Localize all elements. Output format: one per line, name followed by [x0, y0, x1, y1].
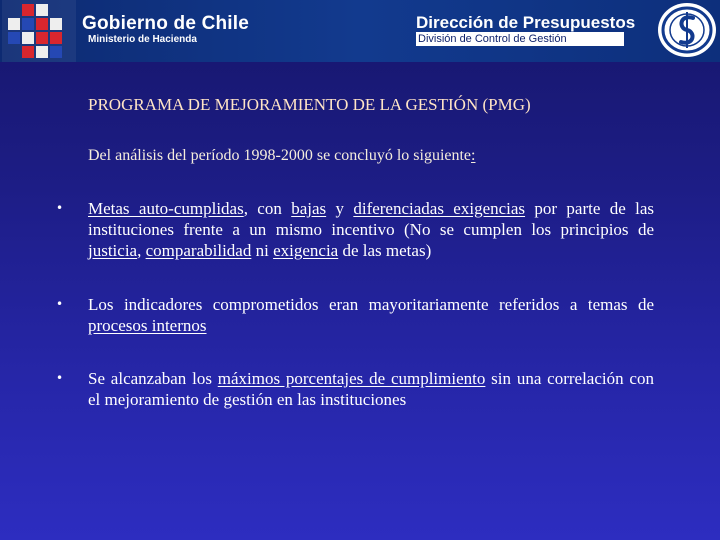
budget-office-seal-icon	[650, 0, 720, 60]
bullet1-span: exigencia	[273, 241, 339, 260]
intro-colon: :	[471, 147, 476, 164]
bullet-marker: •	[56, 201, 64, 215]
bullet1-span: comparabilidad	[145, 241, 252, 260]
government-title: Gobierno de Chile	[82, 13, 250, 34]
bullet-text-1	[88, 198, 654, 261]
intro-text	[88, 147, 475, 165]
bullet3-span: máximos porcentajes de cumplimiento	[217, 369, 486, 388]
bullet1-span: ni	[251, 241, 274, 260]
bullet1-span: de las metas)	[338, 241, 432, 260]
header-bar	[0, 0, 720, 62]
bullet1-span: bajas	[291, 199, 327, 218]
bullet-marker: •	[56, 371, 64, 385]
gobierno-de-chile-logo	[2, 0, 76, 62]
bullet1-span: , con	[243, 199, 292, 218]
bullet-marker: •	[56, 297, 64, 311]
slide-title: PROGRAMA DE MEJORAMIENTO DE LA GESTIÓN (PMG)	[88, 95, 531, 114]
bullet3-span: Se alcanzaban los	[88, 369, 218, 388]
bullet1-span: y	[326, 199, 354, 218]
bullet1-span: justicia	[88, 241, 138, 260]
bullet2-span: Los indicadores comprometidos eran mayoritariamente referidos a temas de	[88, 295, 654, 314]
bullet1-span: ,	[137, 241, 146, 260]
bullet3-span: sin una correlación con el mejoramiento de gestión en las instituciones	[88, 369, 654, 409]
bullet2-span: procesos internos	[88, 316, 207, 335]
intro-main: Del análisis del período 1998-2000 se concluyó lo siguiente	[88, 147, 472, 164]
division-subtitle: División de Control de Gestión	[416, 32, 624, 46]
ministry-subtitle: Ministerio de Hacienda	[88, 34, 197, 45]
bullet-text-3	[88, 368, 654, 410]
bullet-text-2	[88, 294, 654, 336]
bullet1-span: diferenciadas exigencias	[353, 199, 526, 218]
bullet1-span: Metas auto-cumplidas	[88, 199, 244, 218]
department-title: Dirección de Presupuestos	[416, 13, 636, 32]
bullet1-span: por parte de las instituciones frente a un mismo incentivo (No se cumplen los principios de	[88, 199, 655, 239]
